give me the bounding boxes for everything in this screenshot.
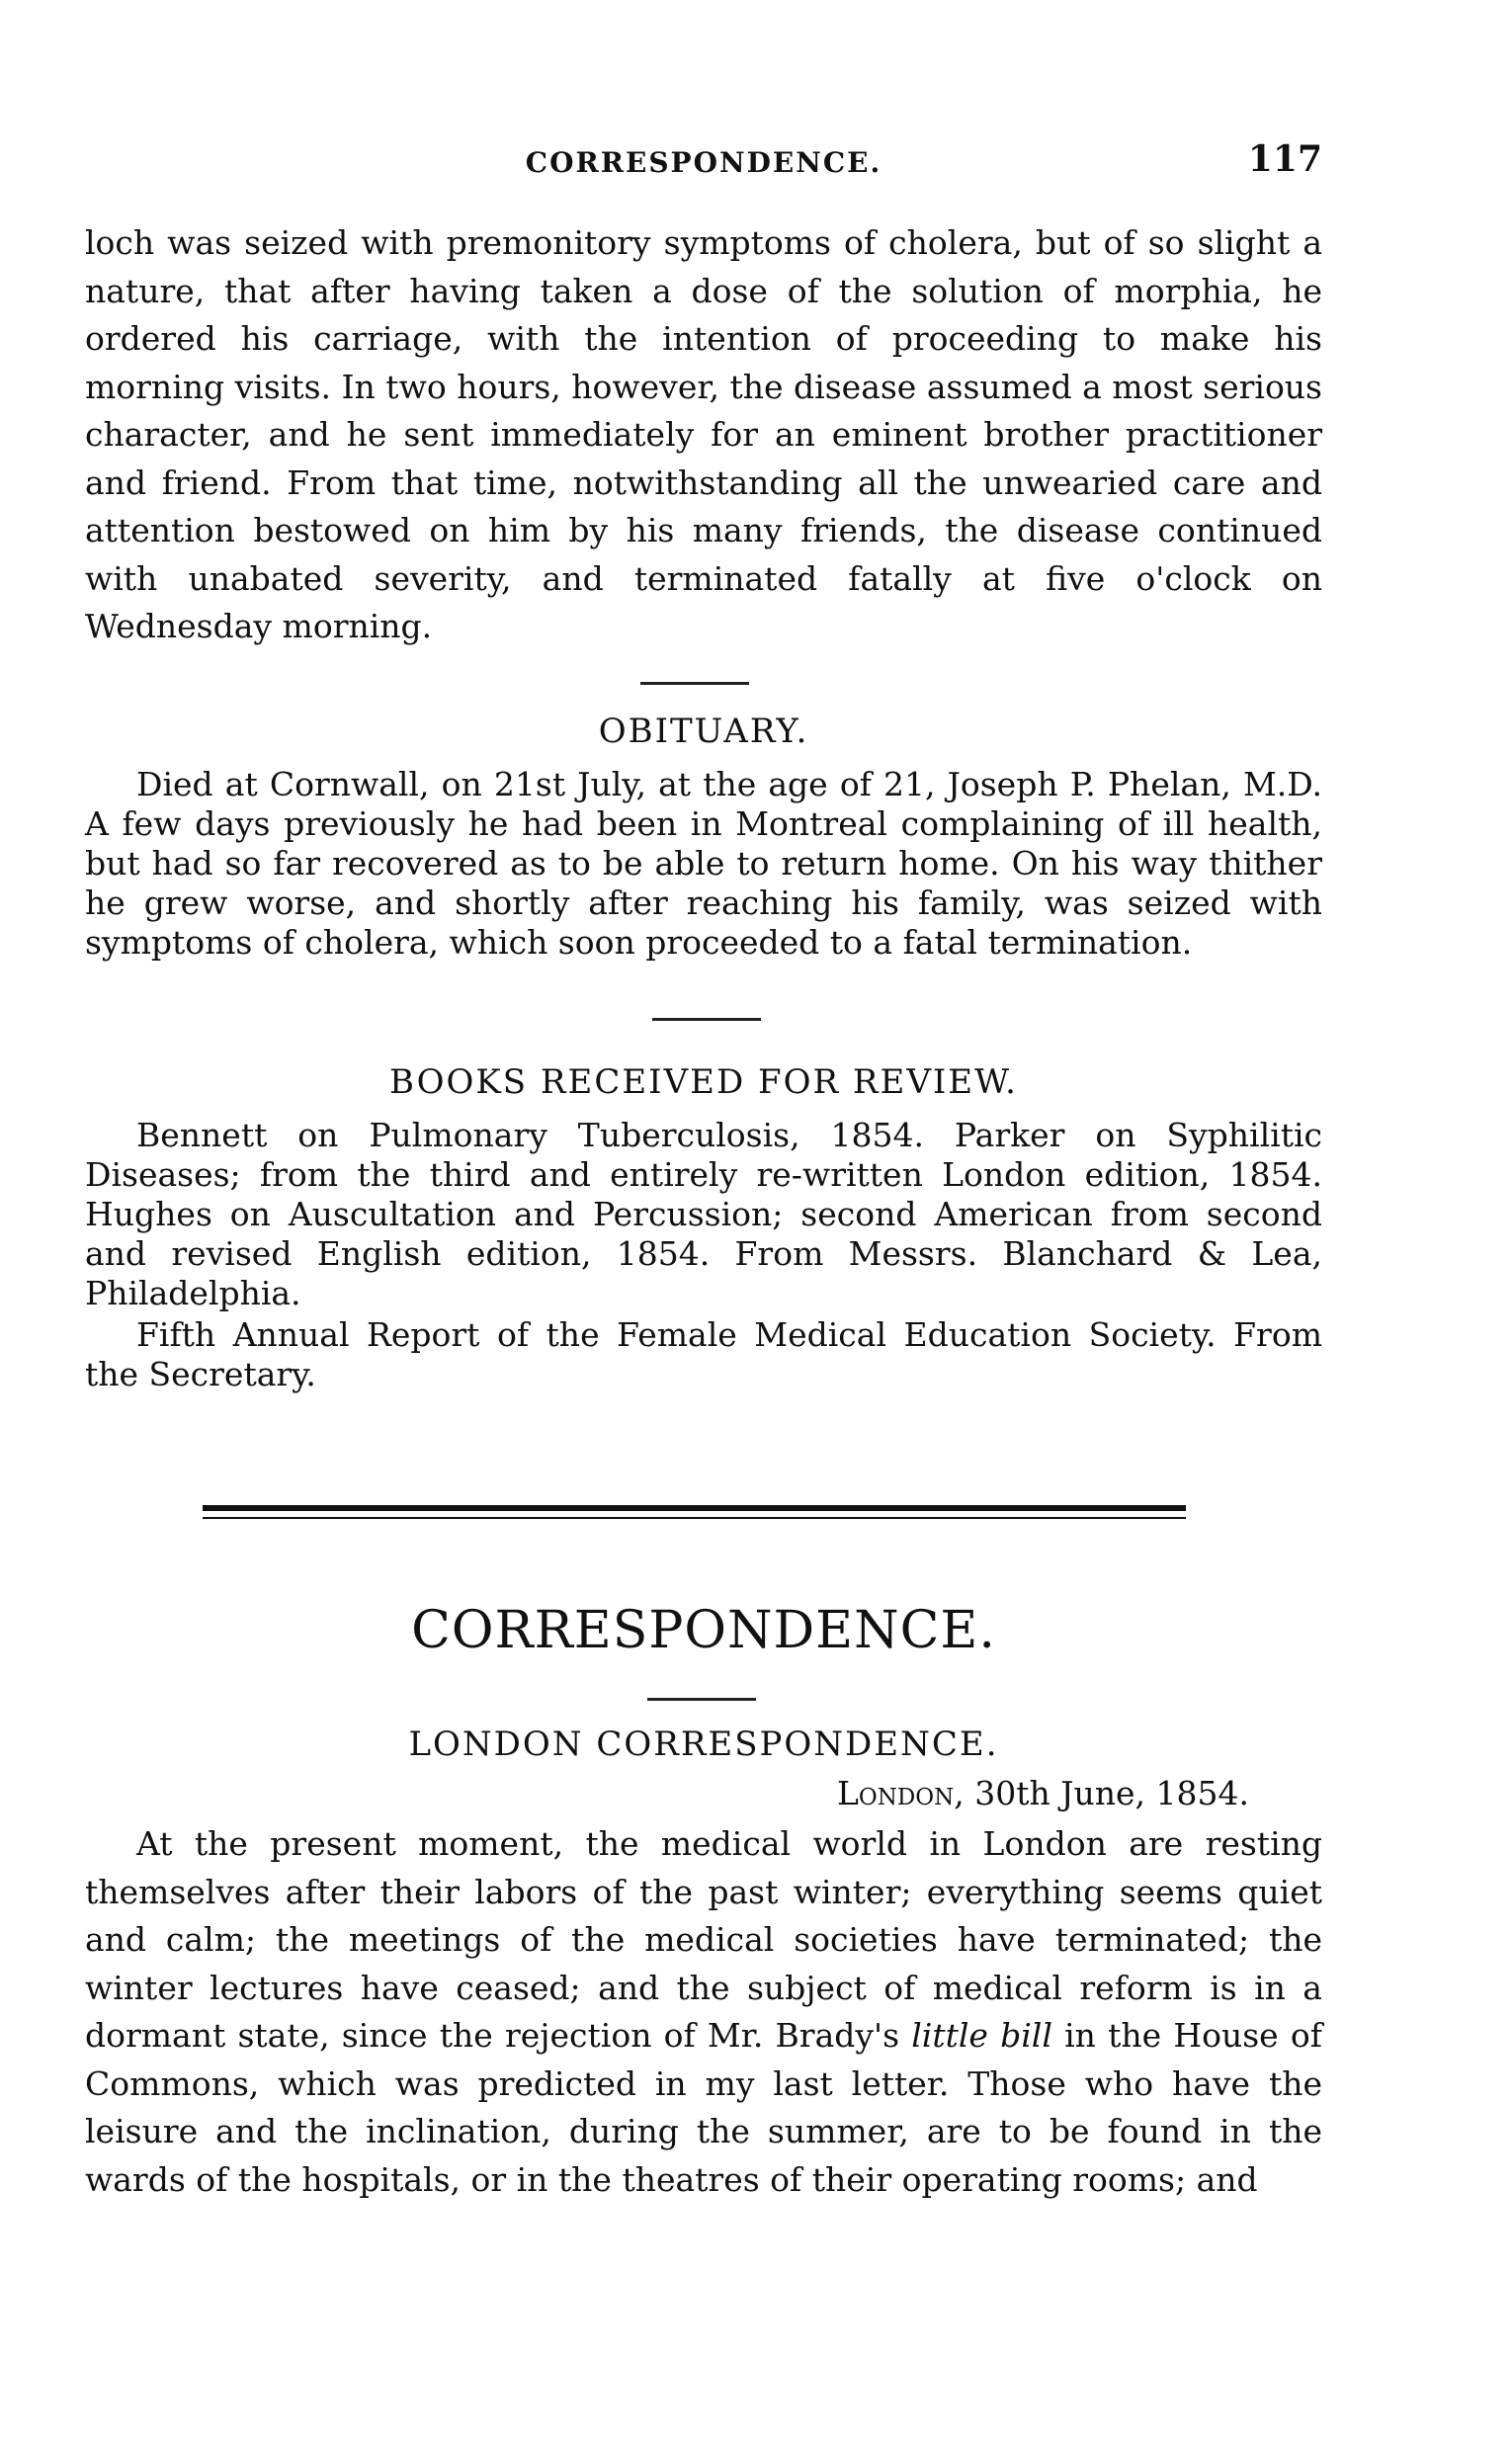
letter-paragraph	[85, 1820, 1322, 2204]
subheading: LONDON CORRESPONDENCE.	[408, 1725, 999, 1764]
running-head: CORRESPONDENCE.	[525, 146, 882, 179]
separator-rule	[640, 682, 749, 685]
section-title: CORRESPONDENCE.	[411, 1601, 996, 1660]
opening-section	[85, 219, 1322, 651]
opening-paragraph: loch was seized with premonitory symptoms of cholera, but of so slight a nature, that after having taken a dose of the solution of morphia, he ordered his carriage, with the intention of proceeding to make his morning visits. In two hours, however, the disease assumed a most serious character, and he sent immediately for an eminent brother practitioner and friend. From that time, notwithstanding all the unwearied care and attention bestowed on him by his many friends, the disease continued with unabated severity, and terminated fatally at five o'clock on Wednesday morning.	[85, 223, 1322, 645]
books-section	[85, 1062, 1322, 1394]
books-entry: Fifth Annual Report of the Female Medical Education Society. From the Secretary.	[85, 1315, 1322, 1393]
separator-rule	[652, 1018, 761, 1021]
books-heading: BOOKS RECEIVED FOR REVIEW.	[389, 1062, 1018, 1102]
obituary-heading: OBITUARY.	[598, 712, 809, 751]
double-rule-thin	[203, 1517, 1186, 1519]
obituary-text: Died at Cornwall, on 21st July, at the age of 21, Joseph P. Phelan, M.D. A few days previously he had been in Montreal complaining of ill health, but had so far recovered as to be able to return home. On his way thither he grew worse, and shortly after reaching his family, was seized with symptoms of cholera, which soon proceeded to a fatal termination.	[85, 765, 1322, 962]
letter-text: in the House of Commons, which was predicted in my last letter. Those who have the leisure and the inclination, during the summer, are to be found in the wards of the hospitals, or in the theatres of their operating rooms; and	[85, 2016, 1322, 2199]
page-header	[85, 138, 1322, 178]
double-rule-heavy	[203, 1505, 1186, 1511]
london-correspondence	[85, 1725, 1322, 2204]
dateline-date: , 30th June, 1854.	[954, 1774, 1249, 1812]
page-number: 117	[1247, 138, 1322, 180]
obituary-section	[85, 712, 1322, 963]
italic-phrase: little bill	[911, 2016, 1052, 2055]
books-entry: Bennett on Pulmonary Tuberculosis, 1854. Parker on Syphilitic Diseases; from the third and entirely re-written London edition, 1854. Hughes on Auscultation and Percussion; second American from second and revised English edition, 1854. From Messrs. Blanchard & Lea, Philadelphia.	[85, 1116, 1322, 1312]
separator-rule	[647, 1698, 756, 1701]
dateline	[85, 1774, 1322, 1812]
correspondence-section	[85, 1601, 1322, 1660]
dateline-place: London	[836, 1774, 955, 1812]
letter-text: At the present moment, the medical world in London are resting themselves after their labors of the past winter; everything seems quiet and calm; the meetings of the medical societies have terminated; the winter lectures have ceased; and the subject of medical reform is in a dormant state, since the rejection of Mr. Brady's	[85, 1824, 1322, 2055]
